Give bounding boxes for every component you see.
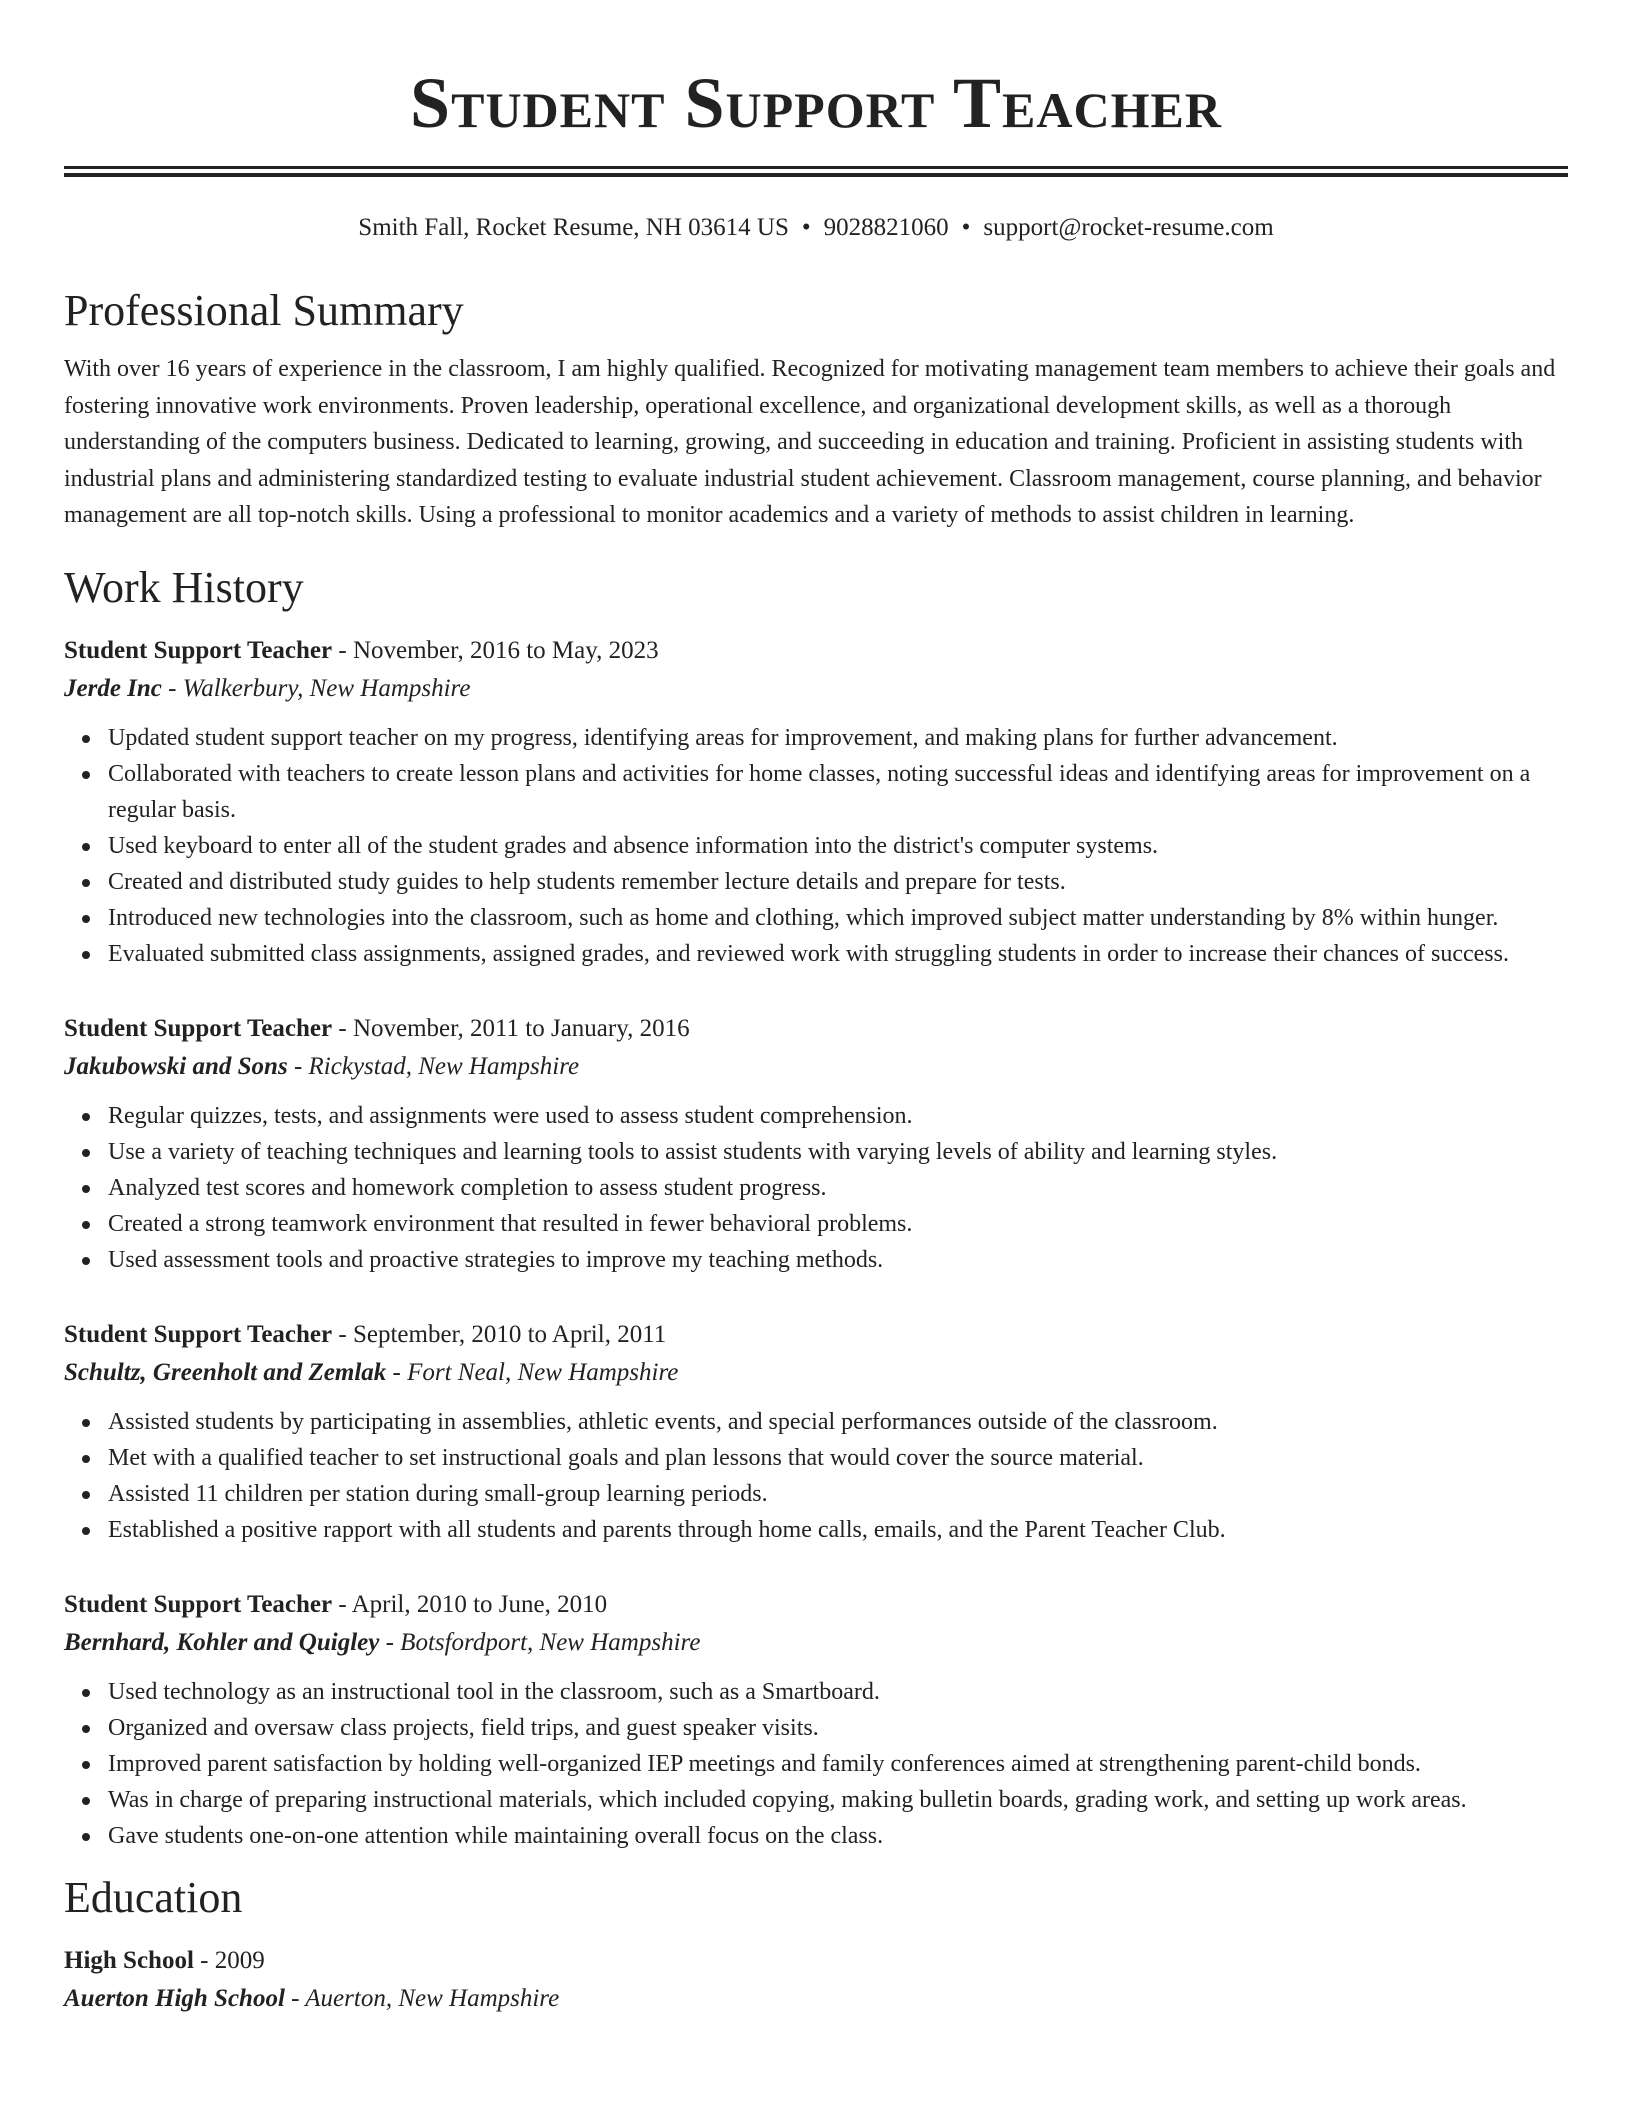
job-duties [64, 1404, 1568, 1548]
duty-item: Introduced new technologies into the classroom, such as home and clothing, which improved subject matter understanding by 8% within hunger. [108, 900, 1568, 936]
job-header [64, 1316, 1568, 1354]
job-duties [64, 1674, 1568, 1854]
job-title: Student Support Teacher [64, 1590, 333, 1618]
education-year: - 2009 [193, 1946, 265, 1974]
job-header [64, 1010, 1568, 1048]
duty-item: Assisted students by participating in assemblies, athletic events, and special performances outside of the classroom. [108, 1404, 1568, 1440]
duty-item: Evaluated submitted class assignments, assigned grades, and reviewed work with struggling students in order to increase their chances of success. [108, 936, 1568, 972]
job-duties [64, 720, 1568, 972]
header-divider [64, 166, 1568, 177]
duty-item: Established a positive rapport with all students and parents through home calls, emails, and the Parent Teacher Club. [108, 1512, 1568, 1548]
job-employer [64, 670, 1568, 708]
candidate-name: Student Support Teacher [410, 63, 1222, 143]
education-school-line [64, 1980, 1568, 2018]
job-employer [64, 1624, 1568, 1662]
contact-separator: • [801, 214, 811, 241]
job-dates: - November, 2016 to May, 2023 [332, 636, 659, 664]
duty-item: Used technology as an instructional tool in the classroom, such as a Smartboard. [108, 1674, 1568, 1710]
job-company: Bernhard, Kohler and Quigley [64, 1628, 380, 1656]
job-location: - Fort Neal, New Hampshire [386, 1358, 679, 1386]
education-heading: Education [64, 1872, 243, 1922]
duty-item: Collaborated with teachers to create lesson plans and activities for home classes, noting successful ideas and identifying areas for improvement on a regular basis. [108, 756, 1568, 828]
contact-email: support@rocket-resume.com [983, 214, 1274, 241]
summary-text: With over 16 years of experience in the classroom, I am highly qualified. Recognized for motivating management team members to achieve their goals and fostering innovative work environments. Proven leadership, operational excellence, and organizational development skills, as well as a thorough understanding of the computers business. Dedicated to learning, growing, and succeeding in education and training. Proficient in assisting students with industrial plans and administering standardized testing to evaluate industrial student achievement. Classroom management, course planning, and behavior management are all top-notch skills. Using a professional to monitor academics and a variety of methods to assist children in learning. [64, 356, 1556, 528]
job-entry [64, 1316, 1568, 1548]
job-company: Schultz, Greenholt and Zemlak [64, 1358, 387, 1386]
job-location: - Rickystad, New Hampshire [287, 1052, 580, 1080]
job-location: - Botsfordport, New Hampshire [379, 1628, 701, 1656]
duty-item: Used assessment tools and proactive strategies to improve my teaching methods. [108, 1242, 1568, 1278]
job-header [64, 632, 1568, 670]
education-location: - Auerton, New Hampshire [284, 1984, 560, 2012]
duty-item: Gave students one-on-one attention while maintaining overall focus on the class. [108, 1818, 1568, 1854]
duty-item: Assisted 11 children per station during small-group learning periods. [108, 1476, 1568, 1512]
job-company: Jakubowski and Sons [64, 1052, 288, 1080]
job-duties [64, 1098, 1568, 1278]
job-title: Student Support Teacher [64, 1014, 333, 1042]
duty-item: Regular quizzes, tests, and assignments were used to assess student comprehension. [108, 1098, 1568, 1134]
contact-address: Smith Fall, Rocket Resume, NH 03614 US [358, 214, 789, 241]
job-employer [64, 1354, 1568, 1392]
duty-item: Organized and oversaw class projects, field trips, and guest speaker visits. [108, 1710, 1568, 1746]
work-history-heading: Work History [64, 562, 304, 612]
summary-heading: Professional Summary [64, 286, 464, 335]
job-entry [64, 632, 1568, 972]
contact-phone: 9028821060 [823, 214, 949, 241]
job-dates: - April, 2010 to June, 2010 [332, 1590, 608, 1618]
education-header [64, 1942, 1568, 1980]
job-dates: - November, 2011 to January, 2016 [332, 1014, 690, 1042]
education-degree: High School [64, 1946, 194, 1974]
duty-item: Was in charge of preparing instructional materials, which included copying, making bulletin boards, grading work, and setting up work areas. [108, 1782, 1568, 1818]
contact-line [64, 211, 1568, 245]
education-school: Auerton High School [64, 1984, 285, 2012]
duty-item: Use a variety of teaching techniques and learning tools to assist students with varying levels of ability and learning styles. [108, 1134, 1568, 1170]
job-title: Student Support Teacher [64, 636, 333, 664]
job-employer [64, 1048, 1568, 1086]
education-entry [64, 1942, 1568, 2018]
job-entry [64, 1586, 1568, 1854]
job-entry [64, 1010, 1568, 1278]
job-dates: - September, 2010 to April, 2011 [332, 1320, 667, 1348]
duty-item: Improved parent satisfaction by holding well-organized IEP meetings and family conferences aimed at strengthening parent-child bonds. [108, 1746, 1568, 1782]
job-header [64, 1586, 1568, 1624]
duty-item: Updated student support teacher on my progress, identifying areas for improvement, and making plans for further advancement. [108, 720, 1568, 756]
job-company: Jerde Inc [64, 674, 162, 702]
duty-item: Created and distributed study guides to help students remember lecture details and prepare for tests. [108, 864, 1568, 900]
contact-separator: • [961, 214, 971, 241]
job-location: - Walkerbury, New Hampshire [161, 674, 471, 702]
duty-item: Met with a qualified teacher to set instructional goals and plan lessons that would cover the source material. [108, 1440, 1568, 1476]
duty-item: Analyzed test scores and homework completion to assess student progress. [108, 1170, 1568, 1206]
duty-item: Used keyboard to enter all of the student grades and absence information into the district's computer systems. [108, 828, 1568, 864]
job-title: Student Support Teacher [64, 1320, 333, 1348]
duty-item: Created a strong teamwork environment that resulted in fewer behavioral problems. [108, 1206, 1568, 1242]
